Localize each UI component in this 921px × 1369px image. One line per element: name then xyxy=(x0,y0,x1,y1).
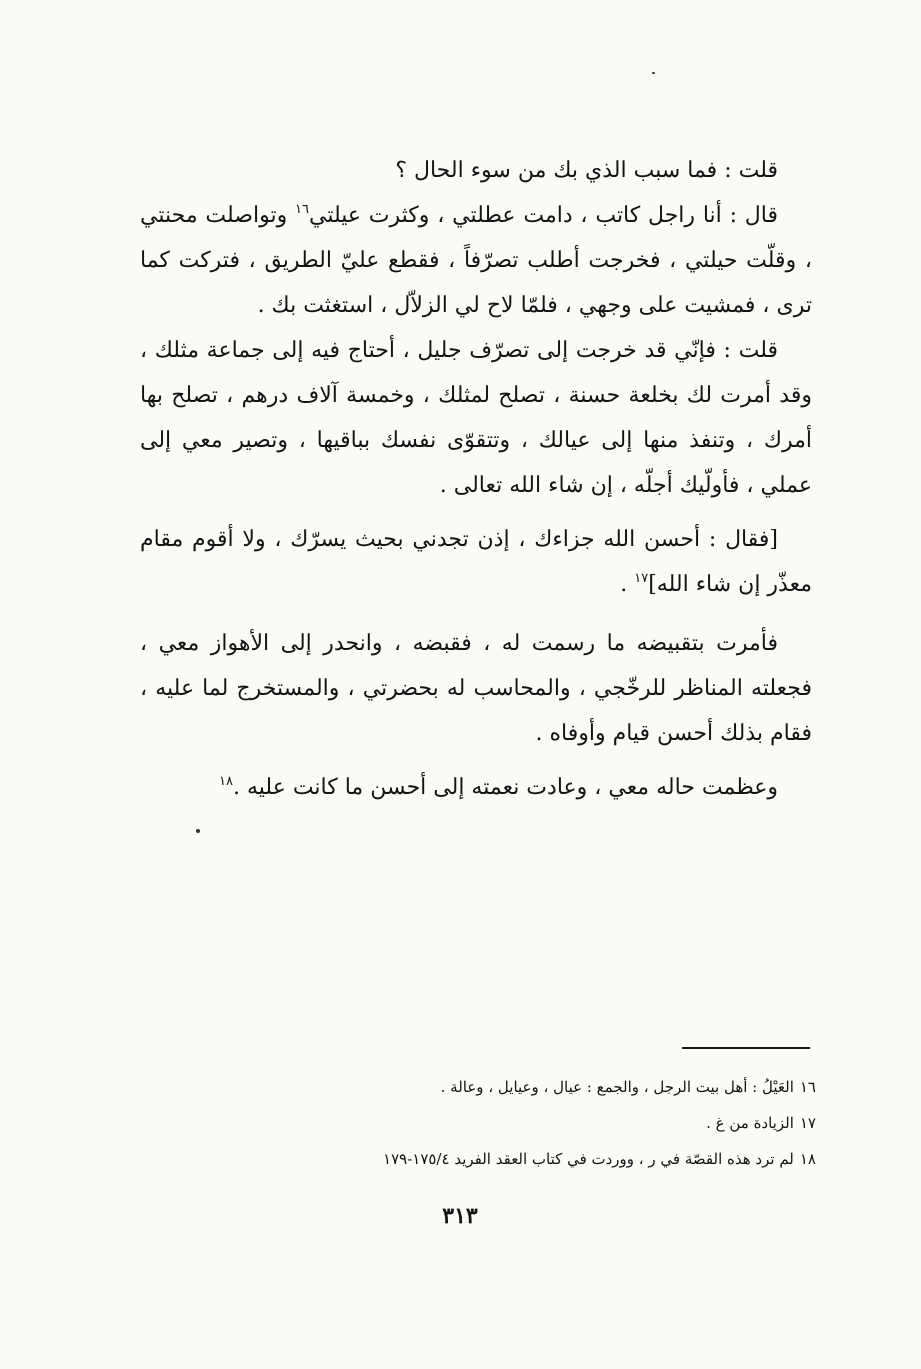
footnote-17 xyxy=(300,1105,816,1141)
ink-speck xyxy=(652,72,655,74)
footnote-ref-17: ١٧ xyxy=(634,571,649,586)
main-text xyxy=(140,148,812,810)
footnote-text: الزيادة من غ . xyxy=(706,1114,794,1132)
footnote-number: ١٦ xyxy=(799,1078,816,1096)
footnote-ref-18: ١٨ xyxy=(219,774,233,789)
paragraph-question: قلت : فما سبب الذي بك من سوء الحال ؟ xyxy=(395,158,778,183)
footnote-ref-16: ١٦ xyxy=(295,202,309,217)
ink-speck xyxy=(196,829,200,833)
footnotes xyxy=(300,1069,816,1177)
paragraph-reply: قال : أنا راجل كاتب ، دامت عطلتي ، وكثرت عيلتي$^{١٦}$ وتواصلت محنتي ، وقلّت حيلتي ، فخرجت أطلب تصرّفاً ، فقطع عليّ الطريق ، فتركت كما ترى ، فمشيت على وجهي ، فلمّا لاح لي الزلاّل ، استغثت بك . xyxy=(140,202,812,318)
footnote-number: ١٨ xyxy=(799,1150,816,1168)
footnote-text: العَيْلُ : أهل بيت الرجل ، والجمع : عيال ، وعيايل ، وعالة . xyxy=(440,1078,794,1096)
paragraph-appointment: فأمرت بتقبيضه ما رسمت له ، فقبضه ، وانحدر إلى الأهواز معي ، فجعلته المناظر للرخّجي ، والمحاسب له بحضرتي ، والمستخرج لما عليه ، فقام بذلك أحسن قيام وأوفاه . xyxy=(140,631,812,746)
paragraph-addition: [فقال : أحسن الله جزاءك ، إذن تجدني بحيث يسرّك ، ولا أقوم مقام معذّر إن شاء الله]$^{١٧}$ . xyxy=(140,527,812,597)
paragraph-ending: وعظمت حاله معي ، وعادت نعمته إلى أحسن ما كانت عليه .$^{١٨}$ xyxy=(219,774,778,800)
footnote-divider xyxy=(682,1047,810,1049)
page-number: ٣١٣ xyxy=(442,1203,478,1229)
paragraph-offer: قلت : فإنّي قد خرجت إلى تصرّف جليل ، أحتاج فيه إلى جماعة مثلك ، وقد أمرت لك بخلعة حسنة ، تصلح لمثلك ، وخمسة آلاف درهم ، تصلح بها أمرك ، وتنفذ منها إلى عيالك ، وتتقوّى نفسك بباقيها ، وتصير معي إلى عملي ، فأولّيك أجلّه ، إن شاء الله تعالى . xyxy=(140,338,812,498)
footnote-16 xyxy=(300,1069,816,1105)
footnote-text: لم ترد هذه القصّة في ر ، ووردت في كتاب العقد الفريد ١٧٥/٤-١٧٩ xyxy=(383,1150,794,1168)
footnote-18 xyxy=(300,1141,816,1177)
footnote-number: ١٧ xyxy=(799,1114,816,1132)
